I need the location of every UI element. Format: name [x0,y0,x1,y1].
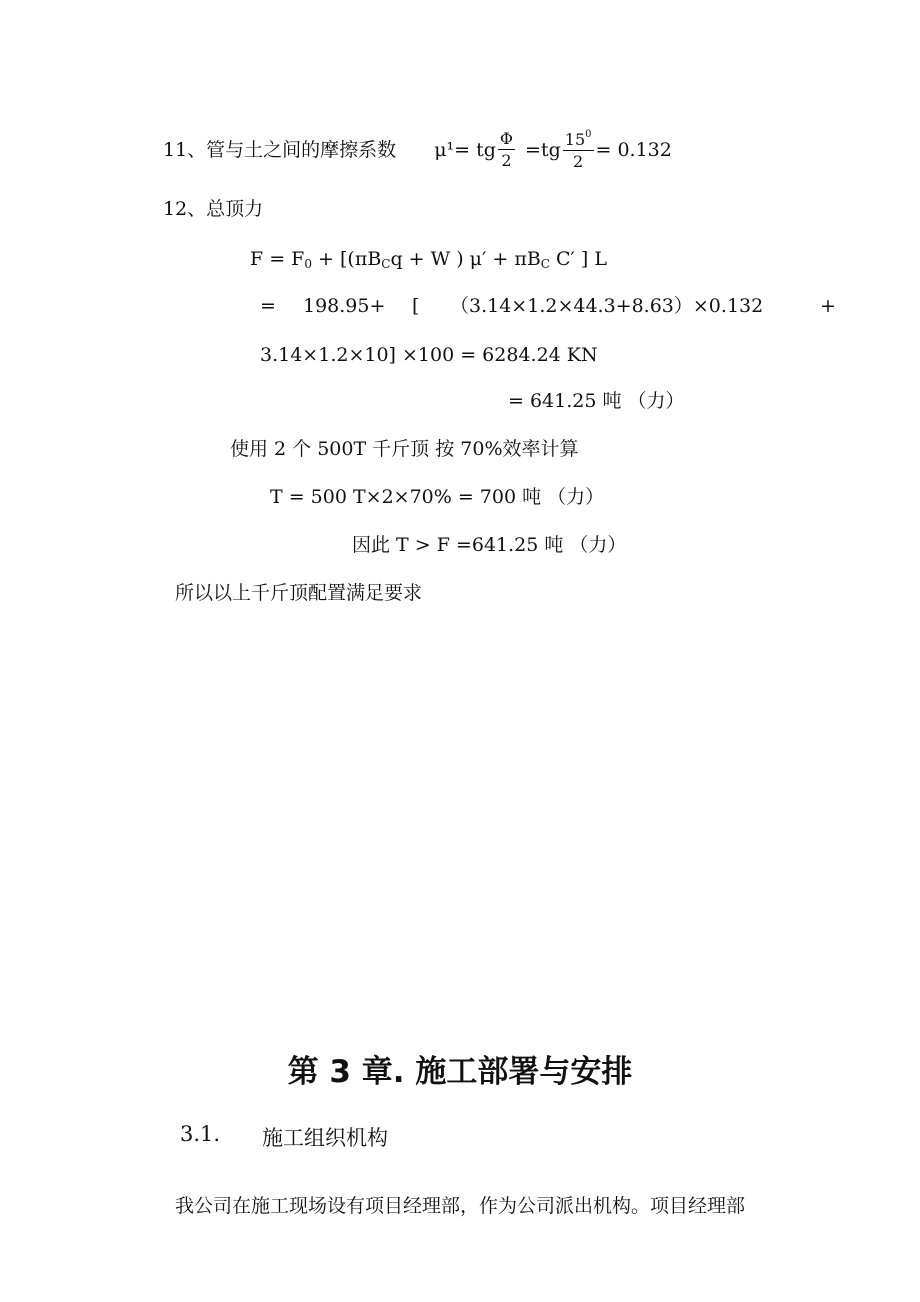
degree-superscript: 0 [585,129,592,140]
fraction-numerator: $15^0$ [564,129,592,149]
jack-usage-line: 使用 2 个 500T 千斤顶 按 70%效率计算 [230,438,579,460]
mu-result: = 0.132 [595,138,672,161]
conclusion-line: 所以以上千斤顶配置满足要求 [175,582,423,604]
section-number: 3.1. [180,1122,221,1146]
formula-line-3: 3.14×1.2×10] ×100 = 6284.24 KN [260,344,598,366]
section-title: 施工组织机构 [262,1126,388,1150]
fraction-phi-over-2 [498,131,515,169]
fraction-numerator: Φ [499,129,514,148]
fraction-denominator: 2 [573,152,584,171]
formula-line-2: = [260,295,276,317]
total-thrust-formula: $F = F_0 + [(\pi B_Cq + W$ ) $\mu' + \pi B_C$ C′ ] L [250,248,607,271]
item-12-label: 12、总顶力 [163,198,264,220]
mu-prefix: μ¹= tg [434,138,496,161]
formula-line-2-expr: （3.14×1.2×44.3+8.63）×0.132 [450,295,764,317]
fraction-denominator: 2 [501,151,512,170]
item-11-line [163,127,672,173]
equals-tg: =tg [525,138,561,161]
formula-line-2-value: 198.95+ [303,295,386,317]
chapter-title: 第 3 章. 施工部署与安排 [287,1054,633,1090]
comparison-line: 因此 T > F =641.25 吨 （力） [352,534,627,556]
item-11-label: 11、管与土之间的摩擦系数 [163,138,397,161]
jack-capacity-line: T = 500 T×2×70% = 700 吨 （力） [270,486,605,508]
formula-line-2-plus: + [820,295,836,317]
fraction-15deg-over-2 [563,130,594,170]
body-paragraph: 我公司在施工现场设有项目经理部，作为公司派出机构。项目经理部 [175,1195,746,1217]
formula-result-ton: = 641.25 吨 （力） [508,390,685,412]
formula-line-2-bracket: [ [412,295,420,317]
